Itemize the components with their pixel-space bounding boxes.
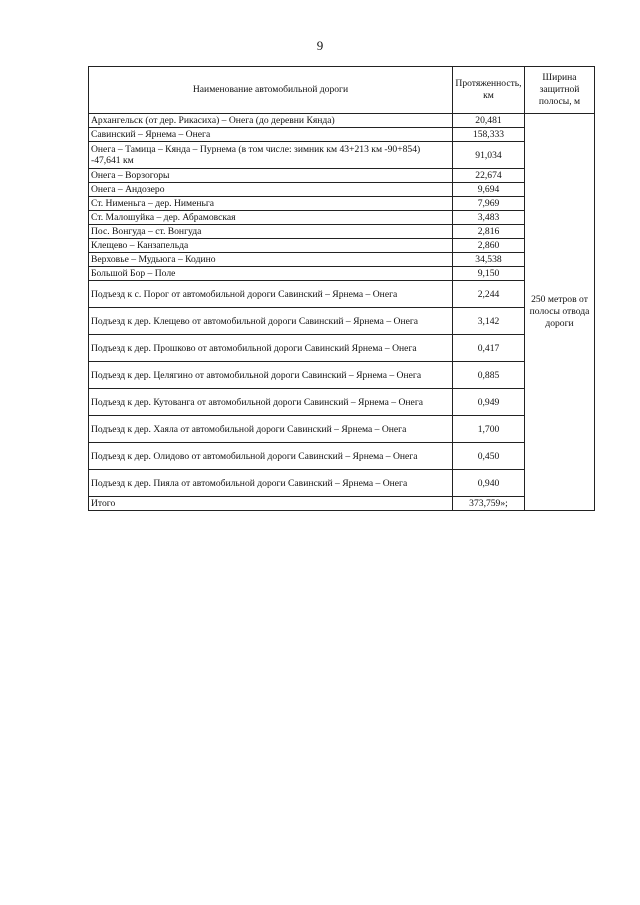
table-row [89,128,595,142]
table-row [89,362,595,389]
road-length: 0,885 [453,362,525,389]
total-label: Итого [89,497,453,511]
table-row [89,225,595,239]
header-width: Ширина защитной полосы, м [525,67,595,114]
road-length: 2,816 [453,225,525,239]
road-length: 2,244 [453,281,525,308]
table-row [89,114,595,128]
road-name: Подъезд к дер. Пияла от автомобильной дороги Савинский – Ярнема – Онега [89,470,453,497]
road-length: 3,142 [453,308,525,335]
road-length: 20,481 [453,114,525,128]
road-length: 34,538 [453,253,525,267]
road-length: 7,969 [453,197,525,211]
protective-width: 250 метров от полосы отвода дороги [525,114,595,511]
road-name: Подъезд к дер. Хаяла от автомобильной дороги Савинский – Ярнема – Онега [89,416,453,443]
road-length: 9,150 [453,267,525,281]
road-name: Подъезд к с. Порог от автомобильной дороги Савинский – Ярнема – Онега [89,281,453,308]
road-name: Клещево – Канзапельда [89,239,453,253]
road-length: 0,450 [453,443,525,470]
table-row [89,239,595,253]
roads-table [88,66,595,511]
road-name: Подъезд к дер. Целягино от автомобильной дороги Савинский – Ярнема – Онега [89,362,453,389]
total-length: 373,759»; [453,497,525,511]
road-name: Подъезд к дер. Кутованга от автомобильной дороги Савинский – Ярнема – Онега [89,389,453,416]
road-name: Архангельск (от дер. Рикасиха) – Онега (до деревни Кянда) [89,114,453,128]
table-row [89,197,595,211]
road-name: Ст. Малошуйка – дер. Абрамовская [89,211,453,225]
road-name: Ст. Нименьга – дер. Нименьга [89,197,453,211]
table-row [89,267,595,281]
road-name: Подъезд к дер. Клещево от автомобильной дороги Савинский – Ярнема – Онега [89,308,453,335]
road-length: 0,949 [453,389,525,416]
table-row [89,443,595,470]
table-row [89,169,595,183]
table-header-row [89,67,595,114]
road-length: 3,483 [453,211,525,225]
table-row [89,183,595,197]
table-row [89,389,595,416]
road-length: 22,674 [453,169,525,183]
table-row [89,253,595,267]
table-row [89,211,595,225]
road-name: Подъезд к дер. Олидово от автомобильной дороги Савинский – Ярнема – Онега [89,443,453,470]
road-name: Подъезд к дер. Прошково от автомобильной дороги Савинский Ярнема – Онега [89,335,453,362]
road-name: Большой Бор – Поле [89,267,453,281]
road-length: 9,694 [453,183,525,197]
header-length: Протяженность, км [453,67,525,114]
total-row [89,497,595,511]
road-name: Савинский – Ярнема – Онега [89,128,453,142]
road-length: 158,333 [453,128,525,142]
road-name: Онега – Андозеро [89,183,453,197]
road-length: 0,417 [453,335,525,362]
table-row [89,470,595,497]
table-row [89,335,595,362]
road-length: 1,700 [453,416,525,443]
page-number: 9 [316,38,324,53]
road-name: Пос. Вонгуда – ст. Вонгуда [89,225,453,239]
road-name: Онега – Ворзогоры [89,169,453,183]
table-row [89,142,595,169]
table-row [89,308,595,335]
road-length: 91,034 [453,142,525,169]
table-row [89,416,595,443]
road-length: 2,860 [453,239,525,253]
header-road-name: Наименование автомобильной дороги [89,67,453,114]
road-name: Верховье – Мудьюга – Кодино [89,253,453,267]
road-length: 0,940 [453,470,525,497]
road-name: Онега – Тамица – Кянда – Пурнема (в том числе: зимник км 43+213 км -90+854) -47,641 км [89,142,453,169]
table-row [89,281,595,308]
